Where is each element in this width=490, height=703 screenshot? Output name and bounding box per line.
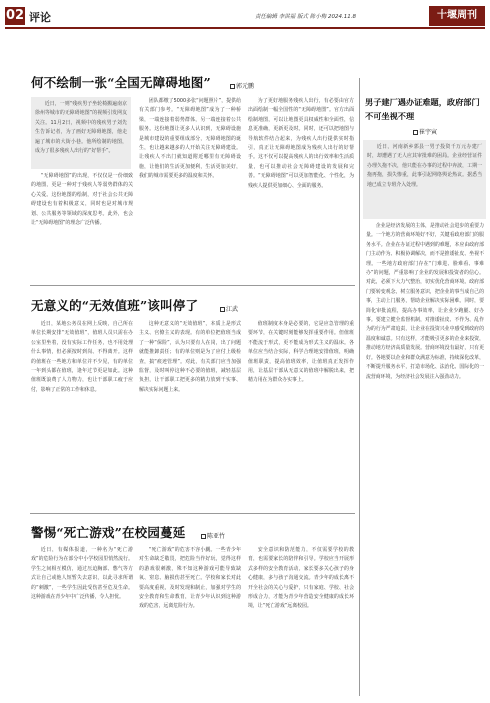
sidebar-title: 男子建厂遇办证难题，政府部门不可坐视不理: [365, 97, 480, 121]
article-byline: 郭元鹏: [230, 81, 254, 90]
article-separator: [30, 513, 355, 514]
article-title: 何不绘制一张“全国无障碍地图”: [31, 75, 211, 90]
article-column-2: 这种无意义的“无效值班”，本质上是形式主义、官僚主义的表现。有的单位把值班当成了一种“保险”，认为只要有人在岗，出了问题就能推卸责任；有的单位则是为了应付上级检查，搞“痕迹管理”。对此，有关部门应当加强监督，及时叫停这种不必要的值班，减轻基层负担，让干部职工把更多的精力放到干实事、解决实际问题上来。: [139, 321, 241, 393]
article-separator: [30, 285, 355, 286]
article-column-3: 安全意识和防范能力，不仅需要学校的教育，也需要家长的陪伴和引导。学校应当开展形式多样的安全教育活动，家长要多关心孩子的身心健康，多与孩子沟通交流。青少年的成长离不开全社会的关心与爱护，只有家庭、学校、社会形成合力，才能为青少年营造安全健康的成长环境，让“死亡游戏”远离校园。: [248, 547, 354, 610]
sidebar-lead: 近日，河南新乡郭县一男子投资千万元办建厂时，却遭遇了无人应其审批难的困局。企业经营证件办理久拖不决，他只能在办事的过程中奔波，工期一拖再拖，损失惨重，此事引起网络舆论热议。据悉当地已成立专班介入处理。: [363, 140, 486, 219]
column-divider: [359, 78, 360, 696]
article-column-1: “无障碍地图”的出现，不仅仅是一份细致的地图，更是一种对于残疾人等弱势群体的关心关爱。这份地图的绘制，对于社会公共无障碍建设也有着积极意义，同时也是对城市规划、公共服务等领域的深度思考。此外，也会让“无障碍地图”的理念广泛传播。: [31, 173, 133, 227]
sidebar-body: 企业是经济发展的主体，是推动社会进步的重要力量。一个地方的营商环境好不好，关键看政府部门的服务水平。企业在办证过程中遇到的难题，本应由政府部门主动作为、积极协调解决，而不是推诿扯皮、坐视不理。一些地方政府部门存在“门难进、脸难看、事难办”的问题，严重影响了企业的发展和投资者的信心。对此，必须下大力气整治，切实优化营商环境。政府部门要转变观念，树立服务意识，把企业的事当成自己的事，主动上门服务，帮助企业解决实际困难。同时，要简化审批流程，提高办事效率，让企业少跑腿、好办事。要建立健全监督机制，对推诿扯皮、不作为、乱作为的行为严肃追责，让企业在投资兴业中感受到政府的温度和诚意。只有这样，才能吸引更多的企业来投资，推动地方经济高质量发展。营商环境没有最好，只有更好。各地要以企业和群众满意为标准，持续深化改革，不断提升服务水平，打造市场化、法治化、国际化的一流营商环境，为经济社会发展注入强劲动力。: [366, 223, 484, 380]
article-column-2: “死亡游戏”的危害不容小觑。一些青少年对生命缺乏敬畏，把危险当作好玩，觉得这样的游戏很刺激，殊不知这种游戏可能导致缺氧、窒息、脑损伤甚至死亡。学校和家长对此要高度重视，及时发现和制止，加强对学生的安全教育和生命教育，让青少年认识到这种游戏的危害，远离危险行为。: [139, 547, 241, 610]
article-title: 无意义的“无效值班”该叫停了: [31, 298, 199, 313]
article-column-2: 团队都缴了5000多张“问题照片”，提供给有关部门参考。“无障碍地图”成为了一种桥梁，一端连接着弱势群体，另一端连接着公共服务。这份地图让更多人认识到，无障碍设施是城市建设的重要组成部分，无障碍地图的诞生，也让越来越多的人开始关注无障碍建设。让残疾人不出门就知道附近哪里有无障碍设施，让他们的生活更加便利，生活更加美好，我们的城市需要更多的温度和关怀。: [139, 98, 241, 180]
editor-credits: 责任编辑 李洪福 版式 陈小梅 2024.11.8: [255, 14, 356, 20]
article-title: 警惕“死亡游戏”在校园蔓延: [31, 525, 186, 540]
article-byline: 陈亚竹: [201, 531, 225, 540]
byline-square-icon: [230, 84, 235, 89]
publication-logo: 十堰周刊: [429, 6, 485, 26]
byline-square-icon: [413, 130, 418, 135]
header-rule: [5, 27, 485, 29]
article-lead: 近日，一则“残疾男子坐轮椅搬遍南京徐州等城市的无障碍地图”的视频引发网友关注。11月2日，视频中的残疾男子刘先生告诉记者，为了画好无障碍地图，他走遍了城市的大街小巷。他所绘制的地图，成为了很多残疾人出行的“好帮手”。: [31, 97, 131, 169]
article-column-1: 近日，某地公务员在网上反映，自己所在单位长期安排“无效值班”，值班人员只需在办公室里坐着，没有实际工作任务，也不用处理什么事情，但必须按时到岗、不得离开。这样的值班在一些地方和单位并不少见，有的单位一年到头都在值班，逢年过节更是如此。这种值班既浪费了人力物力，也让干部职工疲于应付，影响了正常的工作和休息。: [31, 321, 133, 393]
article-column-1: 近日，有媒体报道，一种名为“死亡游戏”的危险行为在部分中小学校园里悄然流行。学生之间相互模仿，通过压迫胸部、憋气等方式让自己或他人短暂失去意识，以此寻求所谓的“刺激”，一些学生因此受伤甚至危及生命。这种游戏在青少年中广泛传播，令人担忧。: [31, 547, 133, 601]
article-column-3: 值班制度本身是必要的，它是应急管理的重要环节，在关键时刻能够发挥重要作用。但值班不能流于形式，更不能成为形式主义的温床。各单位应当结合实际，科学合理地安排值班，明确值班职责，提高值班效率，让值班真正发挥作用，让基层干部从无意义的值班中解脱出来，把精力用在为群众办实事上。: [248, 321, 354, 384]
page-header: [0, 0, 490, 30]
article-column-3: 为了更好地服务残疾人出行，有必要由官方出面绘制一幅全国性的“无障碍地图”。官方出面绘制地图，可以让地图更具权威性和全面性，信息更准确，更新更及时。同时，还可以把地图与导航软件结合起来，为残疾人出行提供实时指引，真正让无障碍地图成为残疾人出行的好帮手。这不仅可以提高残疾人的出行效率和生活质量，也可以推动社会无障碍建设的发展和完善。“无障碍地图”可以更加智能化、个性化，为残疾人提供更加细心、全面的服务。: [248, 98, 354, 189]
byline-square-icon: [220, 307, 225, 312]
byline-square-icon: [201, 534, 206, 539]
sidebar-byline: 崔宇寅: [365, 127, 485, 136]
page-number: 02: [5, 8, 25, 23]
section-name: 评论: [29, 11, 51, 24]
article-byline: 江武: [220, 304, 238, 313]
